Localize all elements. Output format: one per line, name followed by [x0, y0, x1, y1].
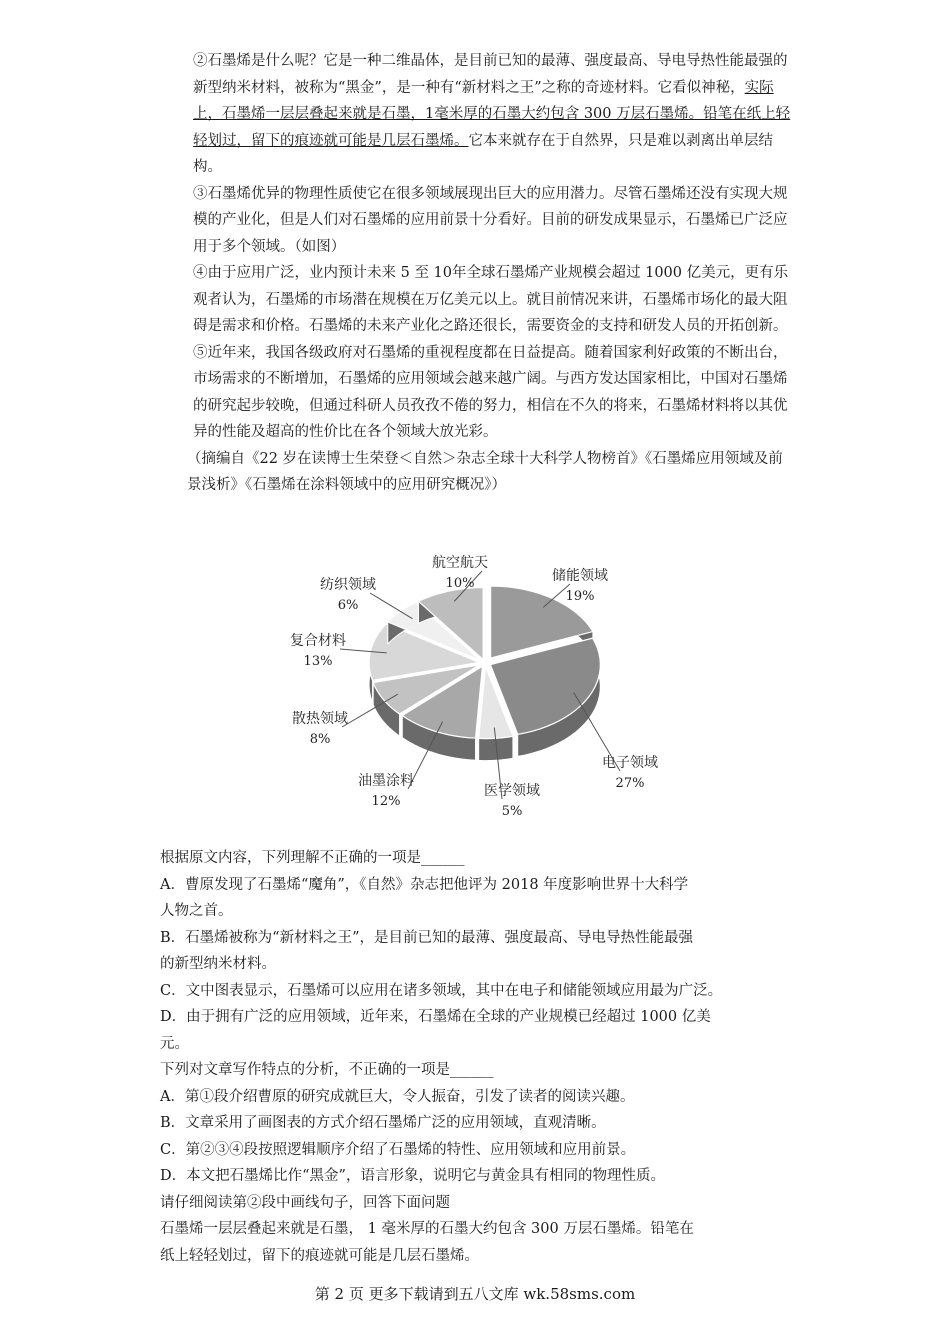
q2-option-a: A．第①段介绍曹原的研究成就巨大，令人振奋，引发了读者的阅读兴趣。 — [160, 1088, 635, 1105]
q3-quote: 石墨烯一层层叠起来就是石墨， 1 毫米厚的石墨大约包含 300 万层石墨烯。铅笔在 — [160, 1221, 694, 1237]
slice-percent: 5% — [501, 804, 523, 819]
slice-percent: 27% — [615, 776, 645, 791]
q1-option-a-cont: 人物之首。 — [160, 903, 233, 919]
slice-percent: 8% — [309, 732, 331, 747]
slice-label: 散热领域 — [292, 711, 348, 727]
leader-line — [370, 593, 412, 619]
paragraph-4: ④由于应用广泛，业内预计未来 5 至 10年全球石墨烯产业规模会超过 1000 亿美元，更有乐观者认为，石墨烯的市场潜在规模在万亿美元以上。就目前情况来讲，石墨烯市场化的最大阻碍是需求和价格。石墨烯的未来产业化之路还很长，需要资金的支持和研发人员的开拓创新。 — [193, 265, 789, 334]
q1-option-c: C．文中图表显示，石墨烯可以应用在诸多领域，其中在电子和储能领域应用最为广泛。 — [160, 982, 723, 999]
page-footer: 第 2 页 更多下载请到五八文库 wk.58sms.com — [314, 1285, 636, 1303]
slice-percent: 10% — [445, 576, 475, 591]
slice-percent: 19% — [565, 589, 595, 604]
para2-underlined-sentence: 实际上，石墨烯一层层叠起来就是石墨，1毫米厚的石墨大约包含 300 万层石墨烯。铅笔在纸上轻轻划过，留下的痕迹就可能是几层石墨烯。 — [193, 79, 791, 149]
q2-option-d: D．本文把石墨烯比作“黑金”，语言形象，说明它与黄金具有相同的物理性质。 — [160, 1168, 665, 1184]
application-pie-chart — [280, 545, 680, 820]
q3-stem: 请仔细阅读第②段中画线句子，回答下面问题 — [160, 1194, 450, 1211]
slice-label: 储能领域 — [552, 568, 608, 584]
q1-option-a: A．曹原发现了石墨烯“魔角”，《自然》杂志把他评为 2018 年度影响世界十大科学 — [160, 876, 689, 893]
paragraph-3: ③石墨烯优异的物理性质使它在很多领域展现出巨大的应用潜力。尽管石墨烯还没有实现大规模的产业化，但是人们对石墨烯的应用前景十分看好。目前的研发成果显示，石墨烯已广泛应用于多个领域。（如图） — [193, 185, 788, 255]
slice-label: 医学领域 — [484, 783, 540, 799]
source-citation: （摘编自《22 岁在读博士生荣登＜自然＞杂志全球十大科学人物榜首》《石墨烯应用领域及前景浅析》《石墨烯在涂料领域中的应用研究概况》） — [187, 450, 783, 493]
q3-quote-cont: 纸上轻轻划过，留下的痕迹就可能是几层石墨烯。 — [160, 1247, 479, 1264]
q1-stem: 根据原文内容，下列理解不正确的一项是______ — [160, 850, 465, 866]
slice-label: 纺织领域 — [320, 577, 376, 593]
slice-label: 电子领域 — [602, 755, 658, 771]
paragraph-2 — [193, 48, 793, 181]
q2-option-b: B．文章采用了画图表的方式介绍石墨烯广泛的应用领域，直观清晰。 — [160, 1115, 606, 1131]
q1-option-d: D．由于拥有广泛的应用领域，近年来，石墨烯在全球的产业规模已经超过 1000 亿美 — [160, 1009, 711, 1025]
slice-percent: 6% — [337, 598, 359, 613]
slice-percent: 12% — [371, 794, 401, 809]
para2-tail: 它本来就存在于自然界，只是难以剥离出单层结构。 — [193, 132, 773, 175]
q1-option-b-cont: 的新型纳米材料。 — [160, 956, 276, 972]
passage — [187, 48, 793, 499]
q2-option-c: C．第②③④段按照逻辑顺序介绍了石墨烯的特性、应用领域和应用前景。 — [160, 1141, 636, 1158]
q1-option-b: B．石墨烯被称为“新材料之王”，是目前已知的最薄、强度最高、导电导热性能最强 — [160, 929, 693, 946]
slice-label: 复合材料 — [290, 633, 346, 649]
q1-option-d-cont: 元。 — [160, 1035, 189, 1052]
paragraph-5: ⑤近年来，我国各级政府对石墨烯的重视程度都在日益提高。随着国家利好政策的不断出台，市场需求的不断增加，石墨烯的应用领域会越来越广阔。与西方发达国家相比，中国对石墨烯的研究起步较晚，但通过科研人员孜孜不倦的努力，相信在不久的将来，石墨烯材料将以其优异的性能及超高的性价比在各个领域大放光彩。 — [193, 344, 788, 440]
para2-text: ②石墨烯是什么呢？它是一种二维晶体，是目前已知的最薄、强度最高、导电导热性能最强的新型纳米材料，被称为“黑金”，是一种有“新材料之王”之称的奇迹材料。它看似神秘， — [193, 53, 788, 96]
slice-label: 航空航天 — [432, 555, 488, 571]
questions — [160, 845, 800, 1269]
q2-stem: 下列对文章写作特点的分析，不正确的一项是______ — [160, 1062, 494, 1078]
slice-percent: 13% — [303, 654, 333, 669]
slice-label: 油墨涂料 — [358, 773, 414, 789]
